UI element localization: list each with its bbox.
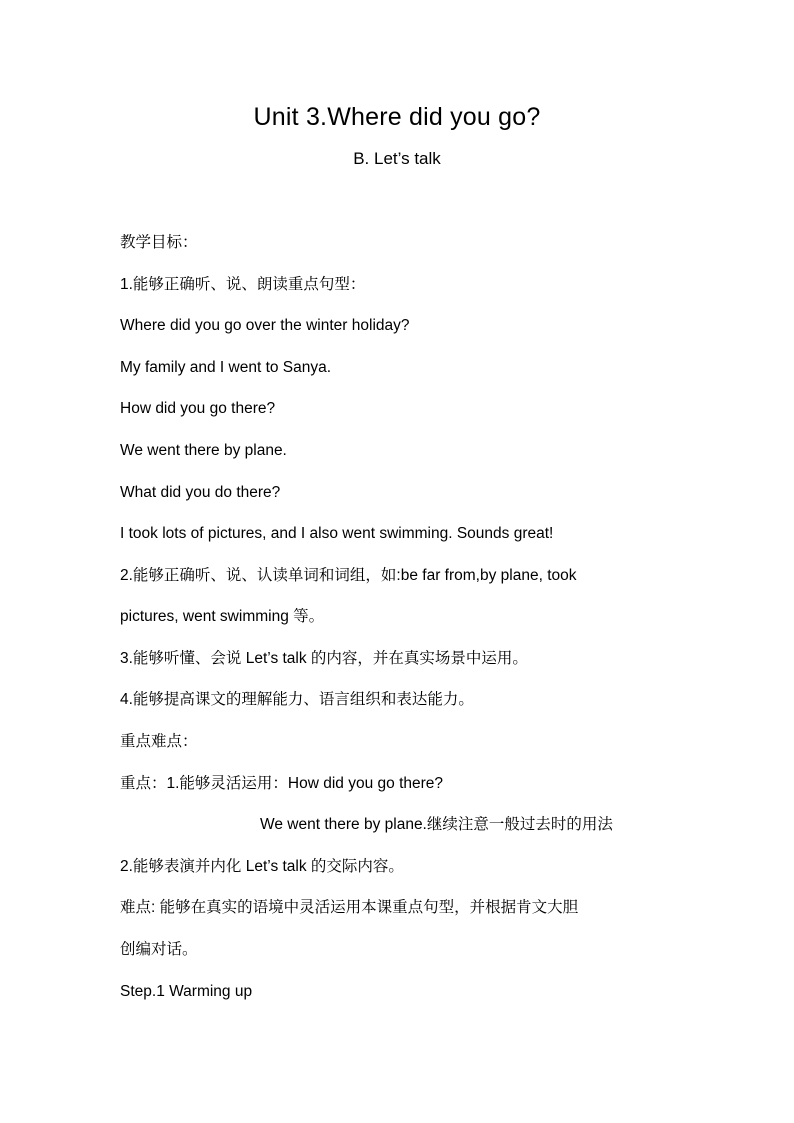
objective-4: 4.能够提高课文的理解能力、语言组织和表达能力。 bbox=[120, 691, 474, 708]
objective-2: 2.能够正确听、说、认读单词和词组，如:be far from,by plane, took bbox=[120, 567, 577, 584]
key-point-1: 重点：1.能够灵活运用：How did you go there? bbox=[120, 775, 444, 792]
sentence-line: I took lots of pictures, and I also went swimming. Sounds great! bbox=[120, 525, 554, 542]
step-heading: Step.1 Warming up bbox=[120, 983, 253, 1000]
section-heading-key-points: 重点难点： bbox=[120, 733, 198, 750]
sentence-line: How did you go there? bbox=[120, 400, 276, 417]
sentence-line: My family and I went to Sanya. bbox=[120, 359, 332, 376]
objective-2-continued: pictures, went swimming 等。 bbox=[120, 608, 325, 625]
objective-1: 1.能够正确听、说、朗读重点句型： bbox=[120, 276, 366, 293]
sentence-line: We went there by plane. bbox=[120, 442, 287, 459]
difficult-point: 难点: 能够在真实的语境中灵活运用本课重点句型，并根据肯文大胆 bbox=[120, 899, 579, 916]
section-heading-objectives: 教学目标： bbox=[120, 234, 198, 251]
objective-3: 3.能够听懂、会说 Let’s talk 的内容，并在真实场景中运用。 bbox=[120, 650, 528, 667]
key-point-2: 2.能够表演并内化 Let’s talk 的交际内容。 bbox=[120, 858, 404, 875]
sentence-line: What did you do there? bbox=[120, 484, 281, 501]
document-subtitle: B. Let’s talk bbox=[353, 149, 441, 168]
key-point-1-continued: We went there by plane.继续注意一般过去时的用法 bbox=[260, 816, 613, 833]
sentence-line: Where did you go over the winter holiday? bbox=[120, 317, 410, 334]
difficult-point-continued: 创编对话。 bbox=[120, 941, 198, 958]
document-title: Unit 3.Where did you go? bbox=[253, 103, 541, 131]
